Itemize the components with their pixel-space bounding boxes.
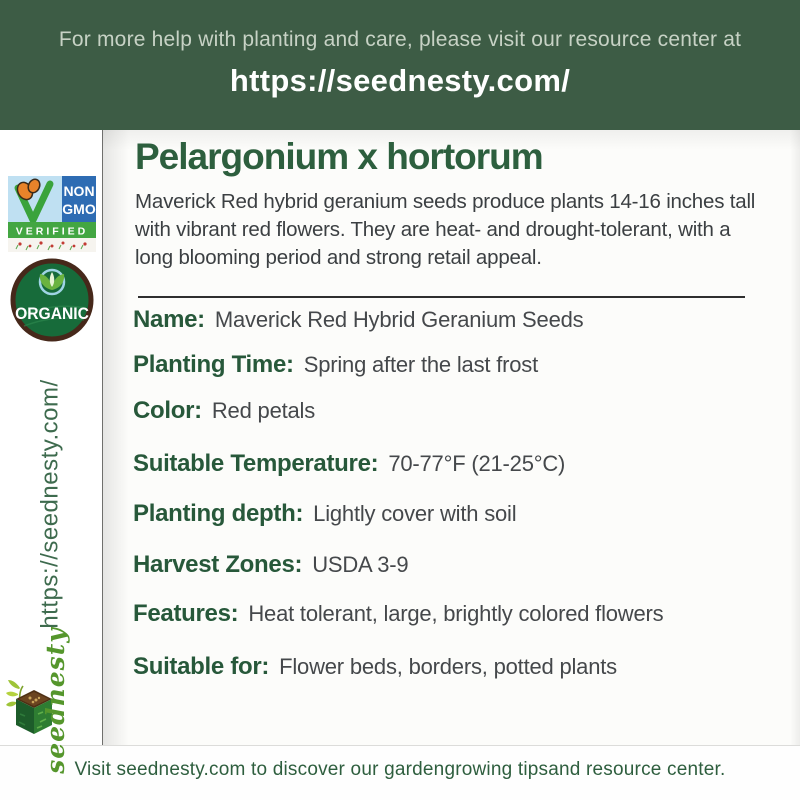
field-color: [133, 397, 315, 425]
field-suitable-for: [133, 653, 617, 681]
field-harvest-zones: [133, 551, 408, 579]
main-content: [103, 130, 800, 745]
banner-url: https://seednesty.com/: [229, 63, 571, 98]
non-gmo-text-line2: GMO: [62, 201, 96, 217]
divider-line: [138, 296, 745, 298]
field-suitable-temperature: [133, 450, 565, 478]
field-label: Harvest Zones:: [133, 551, 303, 578]
field-label: Suitable for:: [133, 653, 270, 680]
field-label: Suitable Temperature:: [133, 450, 379, 477]
footer-bar: [0, 745, 800, 800]
sidebar: [0, 130, 103, 774]
organic-text: ORGANIC: [15, 304, 89, 324]
organic-badge-icon: [10, 256, 94, 344]
field-value: Heat tolerant, large, brightly colored flowers: [248, 601, 664, 626]
sidebar-vertical-url: https://seednesty.com/: [37, 379, 64, 629]
field-value: Maverick Red Hybrid Geranium Seeds: [214, 307, 584, 332]
field-value: Flower beds, borders, potted plants: [279, 654, 617, 679]
banner-help-text: For more help with planting and care, please visit our resource center at: [58, 28, 742, 51]
field-value: 70-77°F (21-25°C): [388, 451, 566, 476]
field-label: Planting depth:: [133, 500, 304, 527]
field-value: Lightly cover with soil: [313, 501, 517, 526]
field-planting-time: [133, 351, 538, 379]
field-value: USDA 3-9: [312, 552, 409, 577]
vertical-url-container: [0, 358, 102, 650]
non-gmo-verified-badge-icon: [8, 176, 96, 252]
brand-script-container: [38, 626, 72, 774]
field-value: Spring after the last frost: [303, 352, 538, 377]
brand-name: seednesty: [40, 626, 70, 774]
field-value: Red petals: [211, 398, 316, 423]
non-gmo-text-line1: NON: [63, 183, 95, 199]
field-label: Features:: [133, 600, 239, 627]
product-description: Maverick Red hybrid geranium seeds produce plants 14-16 inches tall with vibrant red flowers. They are heat- and drought-tolerant, with a long blooming period and strong retail appeal.: [135, 190, 756, 269]
top-banner: [0, 0, 800, 130]
field-label: Color:: [133, 397, 202, 424]
page-title: Pelargonium x hortorum: [135, 136, 543, 177]
verified-text: VERIFIED: [15, 225, 89, 238]
field-label: Name:: [133, 306, 205, 333]
field-features: [133, 600, 663, 628]
field-label: Planting Time:: [133, 351, 294, 378]
field-name: [133, 306, 583, 334]
field-planting-depth: [133, 500, 516, 528]
footer-text: Visit seednesty.com to discover our gardengrowing tipsand resource center.: [74, 759, 726, 780]
